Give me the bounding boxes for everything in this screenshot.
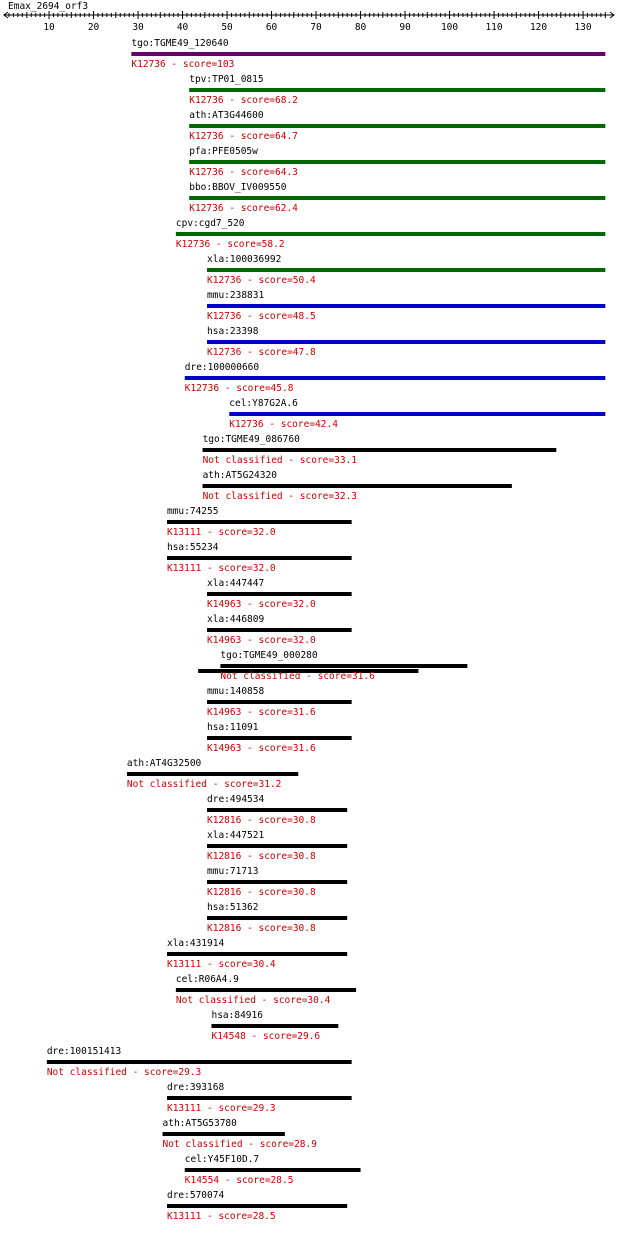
hit-score: K12736 - score=48.5 xyxy=(207,311,316,322)
hit-label[interactable]: mmu:140858 xyxy=(207,686,265,697)
axis-tick-label: 50 xyxy=(221,22,233,33)
hit-row[interactable] xyxy=(207,830,347,862)
hit-row[interactable] xyxy=(207,794,347,826)
axis-tick-label: 40 xyxy=(176,22,189,33)
hit-score: K12736 - score=62.4 xyxy=(189,203,298,214)
hit-bar[interactable] xyxy=(207,340,605,344)
hit-label[interactable]: ath:AT4G32500 xyxy=(126,758,202,769)
hit-score: K14554 - score=28.5 xyxy=(184,1175,294,1186)
hit-score: Not classified - score=31.6 xyxy=(220,671,375,682)
hit-label[interactable]: ath:AT3G44600 xyxy=(189,110,264,121)
hit-label[interactable]: xla:447521 xyxy=(207,830,265,841)
hit-bar[interactable] xyxy=(211,1024,338,1028)
hit-label[interactable]: mmu:74255 xyxy=(166,506,219,517)
hit-row[interactable] xyxy=(207,614,352,646)
hit-bar[interactable] xyxy=(207,628,352,632)
hit-row[interactable] xyxy=(211,1010,338,1042)
hit-row[interactable] xyxy=(207,722,352,754)
hit-bar[interactable] xyxy=(167,952,347,956)
hit-row[interactable] xyxy=(207,578,352,610)
axis-tick-label: 10 xyxy=(43,22,55,33)
hit-score: K12736 - score=58.2 xyxy=(175,239,285,250)
hit-label[interactable]: pfa:PFE0505w xyxy=(189,146,258,157)
hit-row[interactable] xyxy=(207,902,347,934)
hit-row[interactable] xyxy=(198,650,467,682)
hit-row[interactable] xyxy=(203,470,512,502)
hit-bar[interactable] xyxy=(229,412,605,416)
hit-score: Not classified - score=32.3 xyxy=(202,491,358,502)
hit-bar[interactable] xyxy=(207,808,347,812)
hit-label[interactable]: ath:AT5G53780 xyxy=(162,1118,237,1129)
hit-score: K13111 - score=32.0 xyxy=(166,563,276,574)
hit-score: Not classified - score=33.1 xyxy=(202,455,358,466)
hit-row[interactable] xyxy=(47,1046,352,1078)
hit-row[interactable] xyxy=(189,146,605,178)
hit-list xyxy=(47,38,605,1222)
hit-row[interactable] xyxy=(167,1190,347,1222)
hit-row[interactable] xyxy=(189,182,605,214)
hit-score: K14963 - score=31.6 xyxy=(207,707,316,718)
hit-bar[interactable] xyxy=(163,1132,285,1136)
hit-bar[interactable] xyxy=(207,700,352,704)
hit-bar[interactable] xyxy=(189,88,605,92)
hit-bar[interactable] xyxy=(189,124,605,128)
hit-label[interactable]: hsa:51362 xyxy=(207,902,259,913)
axis-tick-label: 70 xyxy=(310,22,322,33)
hit-label[interactable]: mmu:71713 xyxy=(207,866,259,877)
hit-row[interactable] xyxy=(207,326,605,358)
hit-label[interactable]: xla:447447 xyxy=(207,578,265,589)
hit-label[interactable]: tgo:TGME49_086760 xyxy=(202,434,300,445)
hit-row[interactable] xyxy=(176,218,605,250)
hit-score: K13111 - score=30.4 xyxy=(166,959,276,970)
hit-bar[interactable] xyxy=(167,1096,352,1100)
hit-label[interactable]: bbo:BBOV_IV009550 xyxy=(189,182,287,193)
axis-tick-label: 90 xyxy=(399,22,411,33)
hit-score: K13111 - score=29.3 xyxy=(166,1103,276,1114)
axis-tick-label: 130 xyxy=(574,22,592,33)
hit-bar[interactable] xyxy=(127,772,298,776)
hit-score: K13111 - score=28.5 xyxy=(166,1211,276,1222)
hit-label[interactable]: cel:Y45F10D.7 xyxy=(184,1154,260,1165)
hit-label[interactable]: tpv:TP01_0815 xyxy=(189,74,264,85)
query-title: Emax_2694_orf3 xyxy=(8,1,89,12)
hit-score: K12736 - score=47.8 xyxy=(207,347,316,358)
hit-label[interactable]: dre:100000660 xyxy=(184,362,260,373)
hit-score: K14963 - score=31.6 xyxy=(207,743,316,754)
hit-label[interactable]: hsa:11091 xyxy=(207,722,259,733)
hit-row[interactable] xyxy=(189,110,605,142)
hit-bar[interactable] xyxy=(185,1168,361,1172)
hit-label[interactable]: xla:446809 xyxy=(207,614,265,625)
hit-score: K12816 - score=30.8 xyxy=(207,815,316,826)
hit-bar[interactable] xyxy=(185,376,606,380)
hit-score: Not classified - score=28.9 xyxy=(162,1139,317,1150)
hit-label[interactable]: dre:494534 xyxy=(207,794,265,805)
axis-tick-label: 20 xyxy=(87,22,100,33)
hit-score: K14963 - score=32.0 xyxy=(207,599,316,610)
hit-bar[interactable] xyxy=(207,304,605,308)
hit-score: K14963 - score=32.0 xyxy=(207,635,316,646)
hit-score: K12816 - score=30.8 xyxy=(207,887,316,898)
hit-label[interactable]: dre:570074 xyxy=(166,1190,225,1201)
hit-bar[interactable] xyxy=(176,988,356,992)
hit-bar[interactable] xyxy=(189,196,605,200)
hit-bar[interactable] xyxy=(167,520,352,524)
hit-label[interactable]: dre:100151413 xyxy=(46,1046,122,1057)
hit-bar[interactable] xyxy=(47,1060,352,1064)
hit-bar[interactable] xyxy=(207,592,352,596)
hit-row[interactable] xyxy=(207,254,605,286)
hit-label[interactable]: hsa:84916 xyxy=(211,1010,263,1021)
hit-label[interactable]: tgo:TGME49_120640 xyxy=(131,38,229,49)
axis-tick-label: 100 xyxy=(440,22,459,33)
hit-bar[interactable] xyxy=(207,736,352,740)
axis-tick-label: 60 xyxy=(265,22,278,33)
hit-bar[interactable] xyxy=(220,664,467,668)
hit-bar[interactable] xyxy=(207,880,347,884)
hit-score: Not classified - score=30.4 xyxy=(175,995,331,1006)
axis-tick-label: 30 xyxy=(132,22,144,33)
hit-score: Not classified - score=31.2 xyxy=(126,779,282,790)
axis-tick-label: 110 xyxy=(485,22,503,33)
hit-row[interactable] xyxy=(127,758,298,790)
hit-row[interactable] xyxy=(203,434,557,466)
hit-row[interactable] xyxy=(167,1082,352,1114)
position-axis xyxy=(4,11,614,33)
hit-score: K12736 - score=64.7 xyxy=(189,131,298,142)
hit-row[interactable] xyxy=(207,686,352,718)
hit-score: K12736 - score=42.4 xyxy=(229,419,338,430)
hit-label[interactable]: ath:AT5G24320 xyxy=(202,470,277,481)
hit-bar[interactable] xyxy=(167,556,352,560)
hit-bar[interactable] xyxy=(189,160,605,164)
hit-bar[interactable] xyxy=(207,916,347,920)
axis-tick-label: 120 xyxy=(529,22,548,33)
hit-label[interactable]: mmu:238831 xyxy=(207,290,265,301)
hit-row[interactable] xyxy=(167,542,352,574)
hit-row[interactable] xyxy=(131,38,605,70)
hit-score: K12736 - score=50.4 xyxy=(207,275,316,286)
hit-row[interactable] xyxy=(163,1118,318,1150)
hit-label[interactable]: cel:R06A4.9 xyxy=(175,974,239,985)
hit-row[interactable] xyxy=(207,866,347,898)
hit-bar[interactable] xyxy=(203,484,512,488)
hit-score: K12816 - score=30.8 xyxy=(207,851,316,862)
hit-label[interactable]: xla:431914 xyxy=(166,938,225,949)
hit-bar[interactable] xyxy=(176,232,605,236)
hit-label[interactable]: cel:Y87G2A.6 xyxy=(229,398,298,409)
hit-score: K12736 - score=103 xyxy=(131,59,235,70)
hit-score: K12736 - score=64.3 xyxy=(189,167,298,178)
hit-bar[interactable] xyxy=(207,268,605,272)
hit-label[interactable]: tgo:TGME49_000280 xyxy=(220,650,318,661)
hit-score: K12816 - score=30.8 xyxy=(207,923,316,934)
hit-score: Not classified - score=29.3 xyxy=(46,1067,202,1078)
hit-label[interactable]: xla:100036992 xyxy=(207,254,282,265)
axis-tick-label: 80 xyxy=(354,22,367,33)
hit-score: K13111 - score=32.0 xyxy=(166,527,276,538)
hit-row[interactable] xyxy=(167,938,347,970)
hit-row[interactable] xyxy=(229,398,605,430)
hit-label[interactable]: hsa:55234 xyxy=(166,542,219,553)
hit-row[interactable] xyxy=(185,362,606,394)
hit-label[interactable]: hsa:23398 xyxy=(207,326,259,337)
hit-label[interactable]: dre:393168 xyxy=(166,1082,225,1093)
hit-bar[interactable] xyxy=(203,448,557,452)
hit-bar[interactable] xyxy=(207,844,347,848)
hit-row[interactable] xyxy=(167,506,352,538)
hit-bar[interactable] xyxy=(131,52,605,56)
hit-score: K12736 - score=45.8 xyxy=(184,383,294,394)
hit-label[interactable]: cpv:cgd7_520 xyxy=(175,218,245,229)
hit-row[interactable] xyxy=(189,74,605,106)
hit-row[interactable] xyxy=(185,1154,361,1186)
hit-score: K12736 - score=68.2 xyxy=(189,95,298,106)
hit-score: K14548 - score=29.6 xyxy=(211,1031,321,1042)
hit-row[interactable] xyxy=(176,974,356,1006)
hit-row[interactable] xyxy=(207,290,605,322)
hit-bar[interactable] xyxy=(167,1204,347,1208)
